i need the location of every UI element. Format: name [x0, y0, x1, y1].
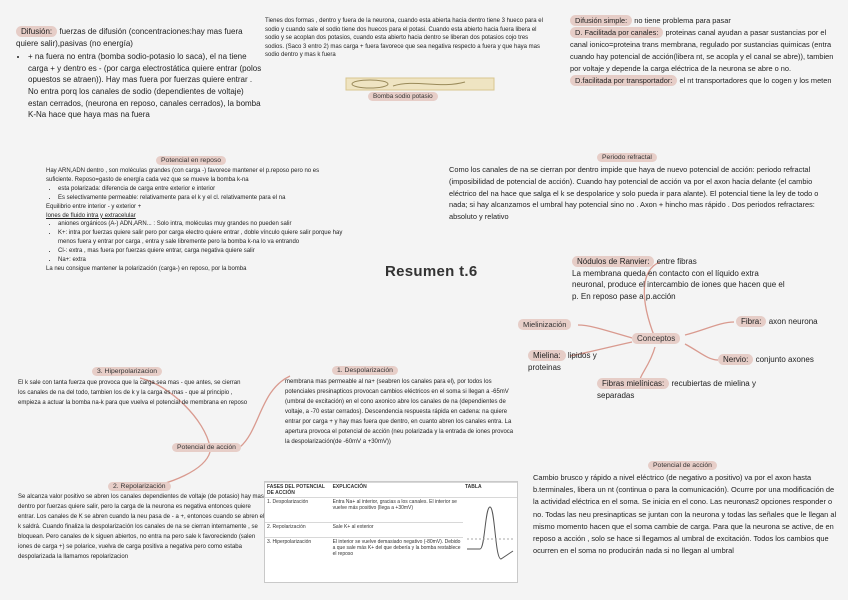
- connector-conceptos-nervio: [685, 344, 718, 360]
- refractal-text: Como los canales de na se cierran por dentro impide que haya de nuevo potencial de acción: periodo refractal (imposibilidad de potencial de acción). Cuando hay potencial de acción va por el axon hacia delante (el cambio eléctrico del na hace que salga el k se despolarice y solo pueda ir para alante). El potencial tiene la ley de todo o nada; si hay alcanzamos el umbral hay potencial sino no . Axon + hincho mas rápido . Dos periodos refractares: absoluto y relativo: [449, 165, 819, 222]
- reposo-intro: Hay ARN,ADN dentro , son moléculas grandes (con carga -) favorece mantener el p.reposo pero no es suficiente. Reposo=gasto de energía cada vez que se mueve la bomba k-na: [46, 168, 320, 183]
- table-header: FASES DEL POTENCIAL DE ACCIÓN: [265, 483, 331, 498]
- difusion-types: [570, 15, 838, 87]
- accion-label: Potencial de acción: [648, 461, 717, 470]
- fibra-concept: [736, 316, 818, 328]
- despol-text: membrana mas permeable al na+ (seabren los canales para el), por todos los potenciales presinapticos provocan cambios eléctricos en el soma si llegan a -65mV (umbral de excitación) en el cono axonico abre los canales de na (dependientes de voltaje, a -70 estar cerrados). Descendencia respuesta rápida en cadena: na quiere entrar por carga + y hay mas fuera que dentro, en cuanto abren los canales entra. La apertura provoca el potencial de acción (neu polarizada y la entrada de iones provoca la despolarización(de -60mV a +30mV)): [285, 379, 514, 445]
- fibras-mielinicas-concept: [597, 378, 782, 401]
- hiper-text: El k sale con tanta fuerza que provoca que la carga sea mas - que antes, se cierran los canales de na del todo, tambien los de k y la carga es mas - que al principio , empieza a actuar la bomba na-k para que vuelva el potencial de membrana en reposo: [18, 380, 248, 406]
- bomba-label: Bomba sodio potasio: [368, 92, 438, 101]
- mielinizacion-pill: Mielinización: [518, 319, 571, 330]
- connector-conceptos-mielinizacion: [578, 325, 632, 338]
- fibra-text: axon neurona: [768, 317, 818, 326]
- connector-conceptos-fibras-mielinicas: [640, 347, 655, 380]
- fibras-mielinicas-label: Fibras mielínicas:: [597, 378, 669, 389]
- reposo-block: [46, 167, 346, 274]
- action-potential-sketch: [465, 499, 515, 569]
- nervio-concept: [718, 354, 814, 366]
- despol-label: 1. Despolarización: [332, 366, 398, 375]
- difusion-transportador-text: el nt transportadores que lo cogen y los meten: [679, 76, 832, 85]
- reposo-ion: • Cl-: extra , mas fuera por fuerzas quiere entrar, carga negativa quiere salir: [58, 247, 346, 256]
- table-cell-text: El interior se vuelve demasiado negativo (-80mV). Debido a que sale más K+ del que debería y la bomba restablece el reposo: [331, 538, 463, 572]
- table-cell-phase: 2. Repolarización: [265, 523, 331, 538]
- difusion-canales-text: proteinas canal ayudan a pasar sustancias por el canal ionico=proteina trans membrana, regulado por sustancias quimicas (entra cuando hay potencial de acción(libera nt, se acopla y el canal se abre)), tambien por voltaje y depende la carga eléctrica de la neurona se abre o no.: [570, 28, 834, 73]
- table-row: [265, 498, 517, 523]
- mielina-label: Mielina:: [528, 350, 566, 361]
- phases-table-image: [264, 481, 518, 583]
- difusion-simple-text: no tiene problema para pasar: [634, 16, 731, 25]
- difusion-transportador-label: D.facilitada por transportador:: [570, 75, 677, 86]
- difusion-text: fuerzas de difusión (concentraciones:hay mas fuera quiere salir),pasivas (no energía): [16, 27, 243, 48]
- table-cell-text: Sale K+ al exterior: [331, 523, 463, 538]
- nervio-text: conjunto axones: [755, 355, 814, 364]
- nodulos-label: Nódulos de Ranvier:: [572, 256, 654, 267]
- fibras-mielinicas-text: recubiertas de mielina y separadas: [597, 379, 756, 400]
- difusion-bullet: • + na fuera no entra (bomba sodio-potasio lo saca), el na tiene carga + y dentro es - (por carga electrostática quiere entrar (polos opuestos se atraen)). Hay mas fuera por fuerzas quiere entrar . No entra porq los canales de sodio (dependientes de voltaje) estan cerrados, (neurona en reposo, canales cerrados), la bomba K-Na hace que haya mas na fuera: [28, 51, 264, 121]
- reposo-label: Potencial en reposo: [156, 156, 226, 165]
- table-header: TABLA: [463, 483, 517, 498]
- table-cell-text: Entra Na+ al interior, gracias a los canales. El interior se vuelve más positivo (llega a +30mV): [331, 498, 463, 523]
- refractal-label: Periodo refractal: [597, 153, 657, 162]
- reposo-outro: La neu consigue mantener la polarización (carga-) en reposo, por la bomba: [46, 265, 247, 272]
- difusion-block: [14, 26, 264, 121]
- accion-text: Cambio brusco y rápido a nivel eléctrico (de negativo a positivo) va por el axon hasta b.terminales, libera un nt (continua o para la comunicación). Ocurre por una modificación de la actividad eléctrica en el soma. Se inicia en el cono. Las neuronas2 opciones responder o no. Todas las neu presinapticas se juntan con la neurona y todas las señales que le llegan al mismo momento hacen que el soma cambie de carga. Para que la neurona se active, de en reposo a acción , solo se hace si llegamos al umbral de excitación. Todos los cambios que ocurren en el soma no producirán nada si no llegan al umbral: [533, 473, 837, 556]
- reposo-iones-title: Iones de fluido intra y extracelular: [46, 212, 136, 219]
- bomba-text: Tienes dos formas , dentro y fuera de la neurona, cuando esta abierta hacia dentro tiene 3 hueco para el sodio y cuando sale el sodio tiene dos huecos para el potasi. Cuando esta abierto hacia fuera libera el sodio y se acoplan dos potasios, cuando esta abierto hacia dentro se liberan dos potasios cojo tres sodios. (Saco 3 entro 2) mas carga + fuera favorece que sea negativa respecto a fuera y que haya mas sodio dentro y mas k fuera: [265, 18, 543, 59]
- reposo-ion: • aniones orgánicos (A-) ADN,ARN... : Solo intra, moléculas muy grandes no pueden salir: [58, 220, 346, 229]
- table-cell-phase: 1. Despolarización: [265, 498, 331, 523]
- table-header: EXPLICACIÓN: [331, 483, 463, 498]
- phases-table: [265, 482, 517, 572]
- mielina-concept: [528, 350, 598, 373]
- connector-conceptos-fibra: [685, 322, 734, 335]
- reposo-item: • Es selectivamente permeable: relativamente para el k y el cl. relativamente para el na: [58, 194, 346, 203]
- potencial-accion-center: Potencial de acción: [172, 443, 241, 452]
- conceptos-pill: Conceptos: [632, 333, 680, 344]
- difusion-canales-label: D. Facilitada por canales:: [570, 27, 663, 38]
- main-title: Resumen t.6: [385, 263, 478, 280]
- membrana-text: La membrana queda en contacto con el líquido extra neuronal, produce el intercambio de iones que hacen que el p. En reposo pase a p.acción: [572, 268, 785, 301]
- reposo-ion: • Na+: extra: [58, 256, 346, 265]
- reposo-equilibrio: Equilibrio entre interior - y exterior +: [46, 203, 142, 210]
- table-graph-cell: [463, 498, 517, 573]
- fibra-label: Fibra:: [736, 316, 766, 327]
- mielina-text: lipidos y proteinas: [528, 351, 597, 372]
- nervio-label: Nervio:: [718, 354, 753, 365]
- hiper-label: 3. Hiperpolarizacion: [92, 367, 162, 376]
- difusion-simple-label: Difusión simple:: [570, 15, 632, 26]
- repol-label: 2. Repolarización: [108, 482, 171, 491]
- reposo-ion: • K+: intra por fuerzas quiere salir pero por carga electro quiere entrar , doble vínculo quiere salir porque hay menos fuera y entrar por carga , entra y sale libremente pero la bomba k-na lo va entrando: [58, 229, 346, 247]
- nodulos-text: entre fibras: [656, 257, 697, 266]
- table-cell-phase: 3. Hiperpolarización: [265, 538, 331, 572]
- difusion-heading: Difusión:: [16, 26, 57, 37]
- reposo-item: • esta polarizada: diferencia de carga entre exterior e interior: [58, 185, 346, 194]
- bomba-sketch: [345, 77, 495, 91]
- conceptos-nodulos: [572, 256, 787, 302]
- repol-text: Se alcanza valor positivo se abren los canales dependientes de voltaje (de potasio) hay mas dentro por fuerzas quiere salir, pero la carga de la neurona es negativa entonces quiere entrar. Los canales de K se abren cuando la neu pasa de - a +, entonces cuando se abren el k saldrá. Cuando finaliza la despolarización los canales de na se cierran internamente , se bloquean. Pero canales de k siguen abiertos, no entra na pero sale k favoreciendo (salen iones de carga +) se polarice, vuelva de carga positiva a negativa pero como estaba despolarizada la llamamos repolarizacion: [18, 494, 265, 560]
